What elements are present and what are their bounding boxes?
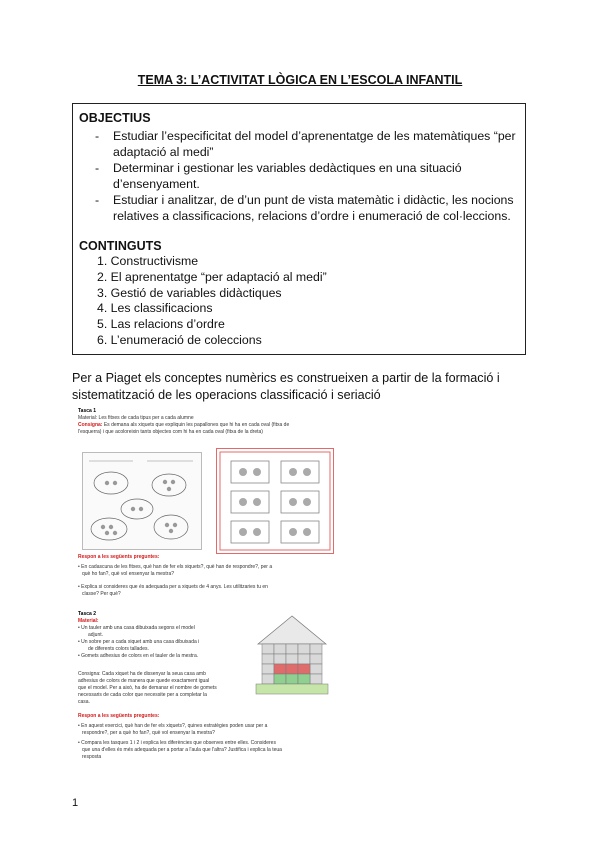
objectiu-item: - Estudiar l’especificitat del model d’aprenentatge de les matemàtiques “per	[79, 128, 519, 144]
consigna2-line: Consigna: Cada xiquet ha de dissenyar la seua casa amb	[78, 671, 206, 677]
material-item: adjunt.	[88, 632, 104, 638]
page-number: 1	[72, 797, 79, 809]
contingut-item: 3. Gestió de variables didàctiques	[97, 285, 282, 300]
ovals-illustration	[83, 453, 201, 549]
consigna1-line	[78, 422, 289, 428]
tasca2-label: Tasca 2	[78, 611, 96, 617]
house-model	[254, 614, 330, 698]
consigna2-line: casa.	[78, 699, 90, 705]
page-title: TEMA 3: L’ACTIVITAT LÒGICA EN L’ESCOLA INFANTIL	[137, 73, 463, 87]
objects-grid-illustration	[217, 449, 333, 553]
contingut-item: 5. Las relacions d’ordre	[97, 317, 225, 332]
consigna2-line: que el model. Per a això, ha de demanar el nombre de gomets	[78, 685, 217, 691]
q1-line: • En cadascuna de les fitxes, què han de fer els xiquets?, què han de respondre?, per a	[78, 564, 273, 570]
contingut-item: 2. El aprenentatge “per adaptació al medi”	[97, 269, 327, 284]
objectiu-item-cont: adaptació al medi”	[113, 145, 214, 159]
continguts-heading: CONTINGUTS	[79, 239, 162, 253]
q1-line: què ho fan?, què vol ensenyar la mestra?	[82, 571, 175, 577]
r1-line: respondre?, per a què ho fan?, què vol ensenyar la mestra?	[82, 730, 215, 736]
intro-line: Per a Piaget els conceptes numèrics es construeixen a partir de la formació i	[72, 371, 500, 385]
consigna1b-text: l'esquerra) i que acoloreixin tants objectes com hi ha en cada oval (fitxa de la dreta)	[78, 429, 263, 435]
q2-line: • Explica si consideres que és adequada per a xiquets de 4 anys. Les utilitzaries tu en	[78, 584, 268, 590]
material2-label: Material:	[78, 618, 99, 624]
preguntes2-heading: Respon a les següents preguntes:	[78, 713, 160, 719]
material-item: • Un tauler amb una casa dibuixada segons el model	[78, 625, 195, 631]
r2-line: resposta	[82, 754, 102, 760]
objectiu-item: - Determinar i gestionar les variables dedàctiques en una situació	[79, 160, 519, 176]
objectiu-item-cont: relatives a classificacions, relacions d’ordre i enumeració de col·leccions.	[113, 209, 511, 223]
continguts-list	[79, 254, 519, 349]
contingut-item: 1. Constructivisme	[97, 254, 199, 268]
objectives-box	[72, 103, 526, 355]
objectiu-item: - Estudiar i analitzar, de d’un punt de vista matemàtic i didàctic, les nocions	[79, 192, 519, 208]
objectius-heading: OBJECTIUS	[79, 111, 151, 125]
intro-paragraph	[72, 370, 532, 404]
material-item: de diferents colors tallades.	[88, 646, 149, 652]
house-illustration	[254, 614, 330, 698]
material1-text: Material: Les fitxes de cada tipus per a cada alumne	[78, 415, 194, 421]
consigna2-line: adhesius de colors de manera que quede exactament igual	[78, 678, 210, 684]
r1-line: • En aquest exercici, què han de fer els xiquets?, quines estratègies poden usar per a	[78, 723, 268, 729]
objectius-list	[79, 128, 519, 224]
contingut-item: 6. L’enumeració de coleccions	[97, 332, 262, 347]
preguntes1-heading: Respon a les següents preguntes:	[78, 554, 160, 560]
material-item: • Gomets adhesius de colors en el tauler de la mestra.	[78, 653, 199, 659]
consigna2-line: necessaris de cada color que necessite per a completar la	[78, 692, 207, 698]
material-item: • Un sobre per a cada xiquet amb una casa dibuixada i	[78, 639, 200, 645]
objectiu-item-cont: d’ensenyament.	[113, 177, 200, 191]
r2-line: • Compara les tasques 1 i 2 i explica les diferències que observes entre elles. Consideres	[78, 740, 276, 746]
consigna1-text: Es demana als xiquets que expliquin les papallones que hi ha en cada oval (fitxa de	[103, 422, 290, 428]
q2-line: classe? Per què?	[82, 591, 121, 597]
embedded-task-figure	[78, 408, 340, 760]
tasca1-label: Tasca 1	[78, 408, 96, 414]
intro-line: sistematització de les operacions classificació i seriació	[72, 388, 381, 402]
consigna1-label: Consigna:	[78, 422, 103, 428]
worksheet-butterflies	[82, 452, 202, 550]
contingut-item: 4. Les classificacions	[97, 301, 213, 316]
r2-line: que una d'elles és més adequada per a portar a l'aula que l'altra? Justifica i explica la teua	[82, 747, 282, 753]
worksheet-objects	[216, 448, 334, 554]
